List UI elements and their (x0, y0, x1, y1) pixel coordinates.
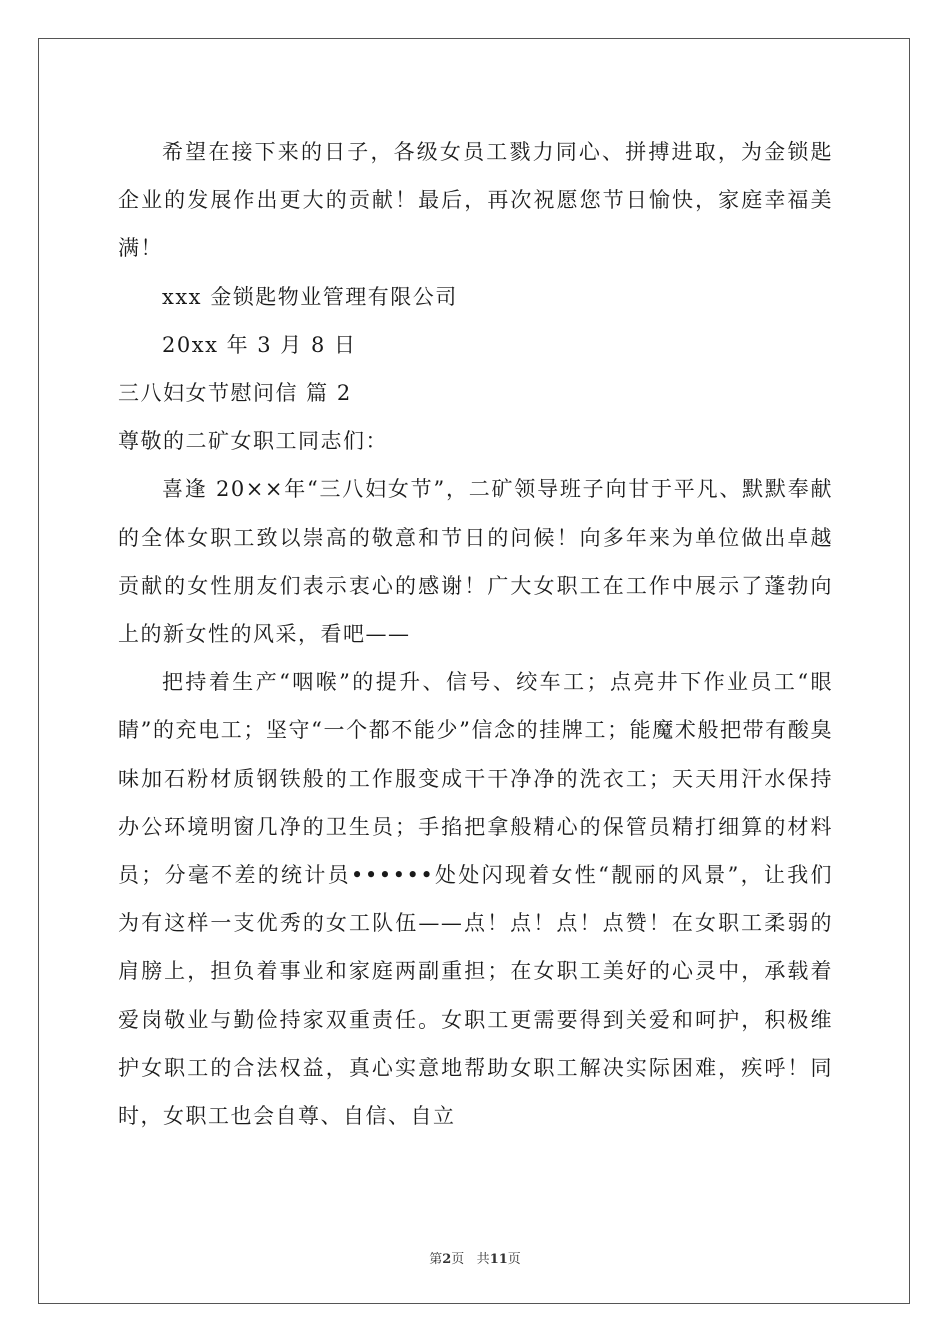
page-footer (0, 1248, 950, 1267)
paragraph-greeting: 喜逢 20××年“三八妇女节”，二矿领导班子向甘于平凡、默默奉献的全体女职工致以崇高的敬意和节日的问候！向多年来为单位做出卓越贡献的女性朋友们表示衷心的感谢！广大女职工在工作中展示了蓬勃向上的新女性的风采，看吧—— (118, 477, 833, 647)
paragraph-closing-wishes: 希望在接下来的日子，各级女员工戮力同心、拼搏进取，为金锁匙企业的发展作出更大的贡献！最后，再次祝愿您节日愉快，家庭幸福美满！ (118, 140, 833, 261)
paragraph-company-signature: xxx 金锁匙物业管理有限公司 (162, 284, 458, 309)
footer-page-total: 11 (489, 1252, 508, 1267)
paragraph-date: 20xx 年 3 月 8 日 (162, 332, 357, 357)
footer-total-suffix: 页 (507, 1252, 521, 1267)
paragraph-salutation: 尊敬的二矿女职工同志们： (118, 429, 388, 454)
footer-total-prefix: 共 (476, 1252, 490, 1267)
section-heading: 三八妇女节慰问信 篇 2 (118, 381, 352, 406)
footer-page-suffix: 页 (451, 1252, 465, 1267)
footer-page-current: 2 (442, 1252, 452, 1267)
footer-page-prefix: 第 (429, 1252, 443, 1267)
document-body (118, 128, 833, 1140)
paragraph-body: 把持着生产“咽喉”的提升、信号、绞车工；点亮井下作业员工“眼睛”的充电工；坚守“一个都不能少”信念的挂牌工；能魔术般把带有酸臭味加石粉材质钢铁般的工作服变成干干净净的洗衣工；天天用汗水保持办公环境明窗几净的卫生员；手掐把拿般精心的保管员精打细算的材料员；分毫不差的统计员••••••处处闪现着女性“靓丽的风景”，让我们为有这样一支优秀的女工队伍——点！点！点！点赞！在女职工柔弱的肩膀上，担负着事业和家庭两副重担；在女职工美好的心灵中，承载着爱岗敬业与勤俭持家双重责任。女职工更需要得到关爱和呵护，积极维护女职工的合法权益，真心实意地帮助女职工解决实际困难，疾呼！同时，女职工也会自尊、自信、自立 (118, 670, 833, 1129)
